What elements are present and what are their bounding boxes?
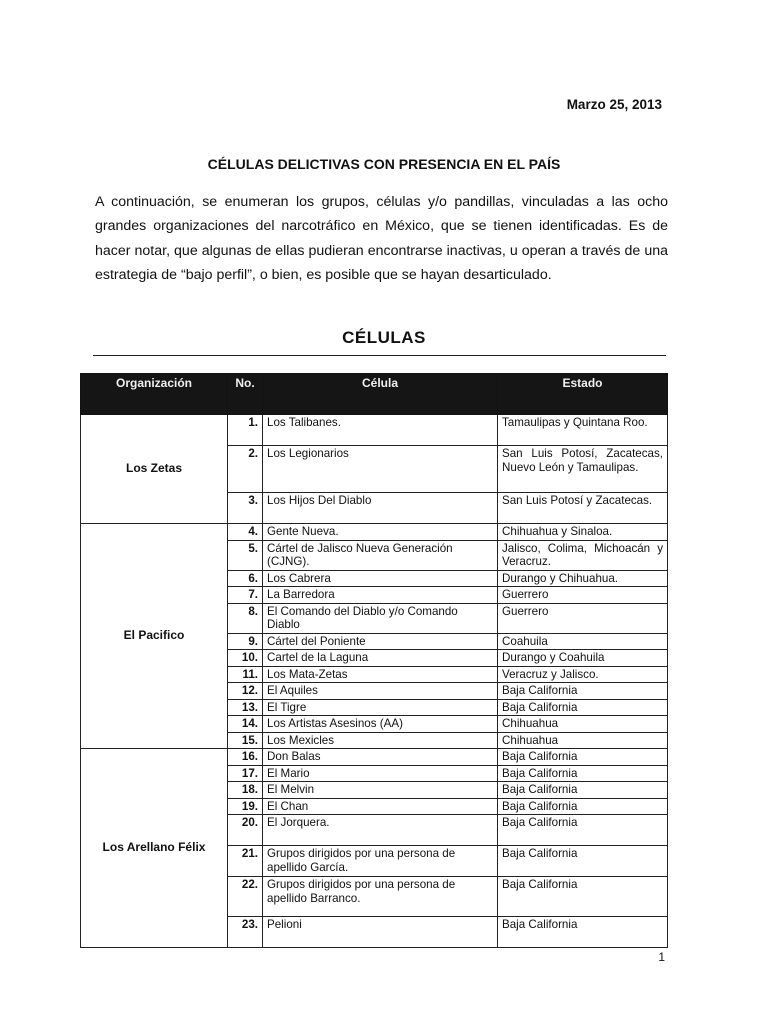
state-name: Baja California — [498, 798, 668, 815]
cell-name: Cártel de Jalisco Nueva Generación (CJNG). — [263, 540, 498, 570]
state-name: Baja California — [498, 765, 668, 782]
cell-name: Los Cabrera — [263, 570, 498, 587]
row-number: 7. — [228, 587, 263, 604]
row-number: 13. — [228, 699, 263, 716]
header-cell: Célula — [263, 374, 498, 415]
cell-name: Los Legionarios — [263, 446, 498, 493]
state-name: Chihuahua y Sinaloa. — [498, 524, 668, 541]
row-number: 3. — [228, 493, 263, 524]
section-divider — [93, 355, 666, 356]
state-name: San Luis Potosí, Zacatecas, Nuevo León y Tamaulipas. — [498, 446, 668, 493]
row-number: 11. — [228, 666, 263, 683]
row-number: 15. — [228, 732, 263, 749]
state-name: Guerrero — [498, 587, 668, 604]
state-name: Baja California — [498, 782, 668, 799]
state-name: Baja California — [498, 877, 668, 917]
table-row — [81, 415, 668, 446]
row-number: 16. — [228, 749, 263, 766]
cells-table — [80, 373, 668, 948]
row-number: 20. — [228, 815, 263, 846]
document-title: CÉLULAS DELICTIVAS CON PRESENCIA EN EL PAÍS — [207, 156, 561, 172]
state-name: Baja California — [498, 815, 668, 846]
row-number: 12. — [228, 683, 263, 700]
state-name: Baja California — [498, 917, 668, 948]
state-name: Guerrero — [498, 603, 668, 633]
state-name: Chihuahua — [498, 716, 668, 733]
state-name: Durango y Chihuahua. — [498, 570, 668, 587]
state-name: San Luis Potosí y Zacatecas. — [498, 493, 668, 524]
cell-name: El Tigre — [263, 699, 498, 716]
row-number: 1. — [228, 415, 263, 446]
intro-paragraph: A continuación, se enumeran los grupos, células y/o pandillas, vinculadas a las ocho grandes organizaciones del narcotráfico en México, que se tienen identificadas. Es de hacer notar, que algunas de ellas pudieran encontrarse inactivas, u operan a través de una estrategia de “bajo perfil”, o bien, es posible que se hayan desarticulado. — [95, 194, 668, 283]
cell-name: El Mario — [263, 765, 498, 782]
table-header-row — [81, 374, 668, 415]
cell-name: Los Mata-Zetas — [263, 666, 498, 683]
table-row — [81, 749, 668, 766]
header-state: Estado — [498, 374, 668, 415]
cell-name: El Chan — [263, 798, 498, 815]
state-name: Coahuila — [498, 633, 668, 650]
state-name: Baja California — [498, 846, 668, 877]
row-number: 18. — [228, 782, 263, 799]
state-name: Jalisco, Colima, Michoacán y Veracruz. — [498, 540, 668, 570]
organization-name: Los Arellano Félix — [81, 749, 228, 948]
row-number: 19. — [228, 798, 263, 815]
state-name: Tamaulipas y Quintana Roo. — [498, 415, 668, 446]
row-number: 10. — [228, 650, 263, 667]
table-body — [81, 415, 668, 948]
cell-name: Los Talibanes. — [263, 415, 498, 446]
row-number: 2. — [228, 446, 263, 493]
organization-name: Los Zetas — [81, 415, 228, 524]
cell-name: Pelioni — [263, 917, 498, 948]
cell-name: Don Balas — [263, 749, 498, 766]
organization-name: El Pacifico — [81, 524, 228, 749]
cell-name: Cártel del Poniente — [263, 633, 498, 650]
cell-name: Grupos dirigidos por una persona de apellido Barranco. — [263, 877, 498, 917]
row-number: 9. — [228, 633, 263, 650]
state-name: Chihuahua — [498, 732, 668, 749]
cell-name: La Barredora — [263, 587, 498, 604]
row-number: 14. — [228, 716, 263, 733]
cell-name: Gente Nueva. — [263, 524, 498, 541]
cell-name: Los Hijos Del Diablo — [263, 493, 498, 524]
state-name: Veracruz y Jalisco. — [498, 666, 668, 683]
cell-name: El Melvin — [263, 782, 498, 799]
row-number: 17. — [228, 765, 263, 782]
table-row — [81, 524, 668, 541]
cell-name: Grupos dirigidos por una persona de apellido García. — [263, 846, 498, 877]
page-number: 1 — [658, 950, 665, 964]
state-name: Durango y Coahuila — [498, 650, 668, 667]
state-name: Baja California — [498, 749, 668, 766]
cell-name: Los Mexicles — [263, 732, 498, 749]
header-organization: Organización — [81, 374, 228, 415]
row-number: 4. — [228, 524, 263, 541]
row-number: 23. — [228, 917, 263, 948]
state-name: Baja California — [498, 683, 668, 700]
cell-name: El Comando del Diablo y/o Comando Diablo — [263, 603, 498, 633]
cell-name: Los Artistas Asesinos (AA) — [263, 716, 498, 733]
row-number: 5. — [228, 540, 263, 570]
document-date: Marzo 25, 2013 — [566, 97, 662, 112]
state-name: Baja California — [498, 699, 668, 716]
cell-name: El Aquiles — [263, 683, 498, 700]
cell-name: El Jorquera. — [263, 815, 498, 846]
row-number: 22. — [228, 877, 263, 917]
row-number: 21. — [228, 846, 263, 877]
row-number: 8. — [228, 603, 263, 633]
row-number: 6. — [228, 570, 263, 587]
header-number: No. — [228, 374, 263, 415]
section-title: CÉLULAS — [342, 328, 426, 347]
cell-name: Cartel de la Laguna — [263, 650, 498, 667]
